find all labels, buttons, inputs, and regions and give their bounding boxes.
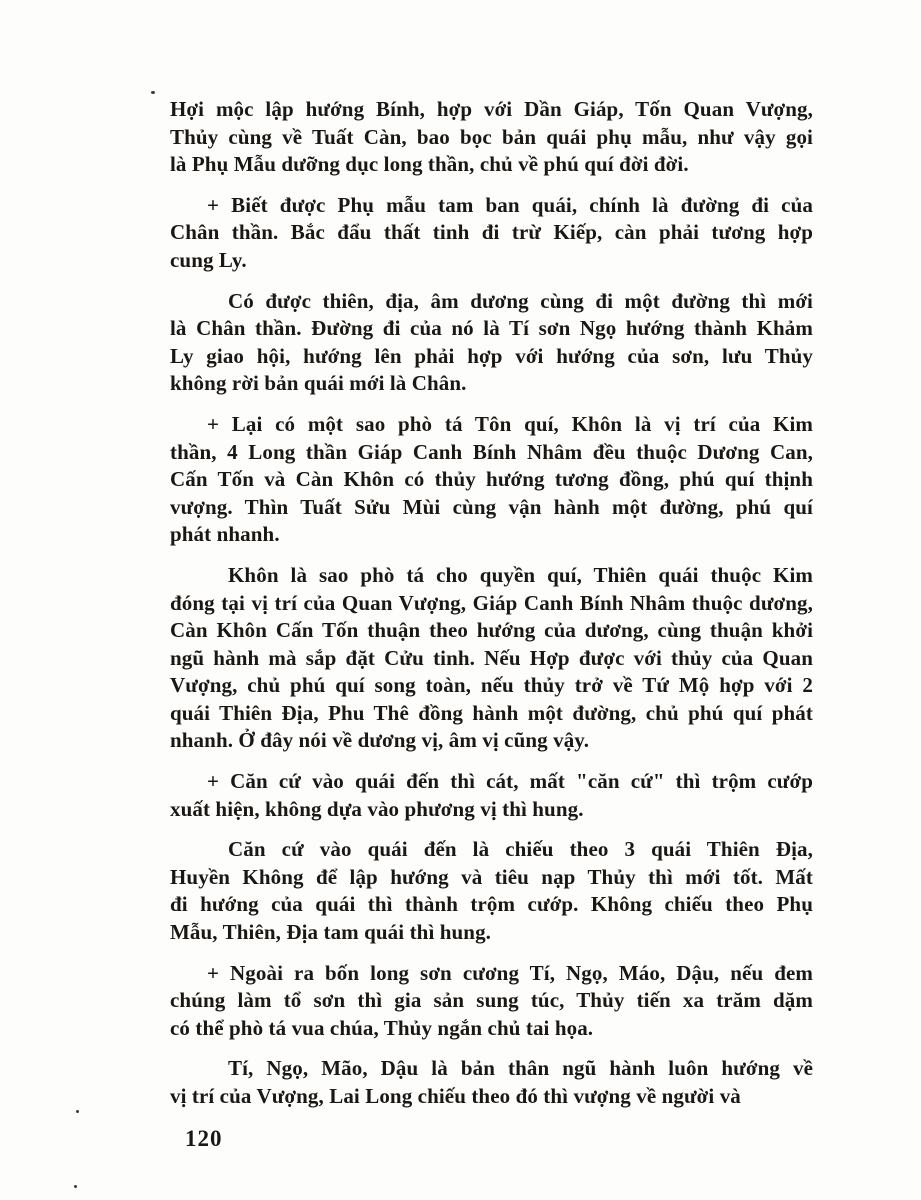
paragraph (170, 960, 813, 1043)
paragraph (170, 288, 813, 398)
ink-speck (76, 1110, 79, 1113)
text-line: ngũ hành mà sắp đặt Cửu tinh. Nếu Hợp được với thủy của Quan (170, 645, 813, 670)
text-line: không rời bản quái mới là Chân. (170, 371, 467, 396)
text-line: thần, 4 Long thần Giáp Canh Bính Nhâm đều thuộc Dương Can, (170, 439, 813, 464)
text-line: có thể phò tá vua chúa, Thủy ngắn chủ tai họa. (170, 1015, 594, 1040)
text-line: đóng tại vị trí của Quan Vượng, Giáp Canh Bính Nhâm thuộc dương, (170, 590, 813, 615)
paragraph (170, 562, 813, 755)
text-line: Hợi mộc lập hướng Bính, hợp với Dần Giáp, Tốn Quan Vượng, (170, 97, 813, 121)
paragraph (170, 1055, 813, 1110)
text-line: Cấn Tốn và Càn Khôn có thủy hướng tương đồng, phú quí thịnh (170, 467, 813, 492)
text-line: + Ngoài ra bốn long sơn cương Tí, Ngọ, Máo, Dậu, nếu đem (207, 960, 813, 985)
text-line: + Căn cứ vào quái đến thì cát, mất "căn cứ" thì trộm cướp (207, 769, 813, 794)
text-line: đi hướng của quái thì thành trộm cướp. Không chiếu theo Phụ (170, 892, 813, 917)
text-line: Khôn là sao phò tá cho quyền quí, Thiên quái thuộc Kim (228, 562, 813, 587)
text-line: Ly giao hội, hướng lên phải hợp với hướng của sơn, lưu Thủy (170, 343, 813, 368)
text-line: Huyền Không để lập hướng và tiêu nạp Thủy thì mới tốt. Mất (170, 864, 813, 889)
text-line: Càn Khôn Cấn Tốn thuận theo hướng của dương, cùng thuận khởi (170, 618, 813, 643)
text-line: quái Thiên Địa, Phu Thê đồng hành một đường, chủ phú quí phát (170, 700, 813, 725)
text-line: Căn cứ vào quái đến là chiếu theo 3 quái Thiên Địa, (228, 837, 813, 862)
text-line: phát nhanh. (170, 522, 280, 547)
text-line: chúng làm tổ sơn thì gia sản sung túc, Thủy tiến xa trăm dặm (170, 988, 813, 1013)
text-line: cung Ly. (170, 247, 247, 272)
paragraph (170, 192, 813, 275)
text-line: là Phụ Mẫu dưỡng dục long thần, chủ về phú quí đời đời. (170, 152, 689, 177)
text-line: vị trí của Vượng, Lai Long chiếu theo đó thì vượng về người và (170, 1084, 741, 1108)
text-line: Tí, Ngọ, Mão, Dậu là bản thân ngũ hành luôn hướng về (228, 1056, 813, 1081)
ink-speck (74, 1185, 77, 1188)
text-line: Chân thần. Bắc đẩu thất tinh đi trừ Kiếp, càn phải tương hợp (170, 220, 813, 245)
text-line: Có được thiên, địa, âm dương cùng đi một đường thì mới (228, 288, 813, 313)
text-line: Mẫu, Thiên, Địa tam quái thì hung. (170, 920, 492, 945)
text-line: là Chân thần. Đường đi của nó là Tí sơn Ngọ hướng thành Khảm (170, 316, 813, 341)
text-line: Thủy cùng về Tuất Càn, bao bọc bản quái phụ mẫu, như vậy gọi (170, 124, 813, 149)
text-line: xuất hiện, không dựa vào phương vị thì hung. (170, 796, 584, 821)
paragraph (170, 96, 813, 179)
text-line: Vượng, chủ phú quí song toàn, nếu thủy trở về Tứ Mộ hợp với 2 (170, 673, 813, 698)
text-line: nhanh. Ở đây nói về dương vị, âm vị cũng vậy. (170, 728, 590, 753)
paragraph (170, 768, 813, 823)
page-number: 120 (185, 1126, 223, 1151)
text-line: + Biết được Phụ mẫu tam ban quái, chính là đường đi của (207, 192, 813, 217)
ink-speck (151, 91, 155, 94)
text-line: vượng. Thìn Tuất Sửu Mùi cùng vận hành một đường, phú quí (170, 494, 813, 519)
page-text (170, 96, 813, 1111)
text-line: + Lại có một sao phò tá Tôn quí, Khôn là vị trí của Kim (207, 411, 813, 436)
paragraph (170, 411, 813, 549)
paragraph (170, 836, 813, 946)
